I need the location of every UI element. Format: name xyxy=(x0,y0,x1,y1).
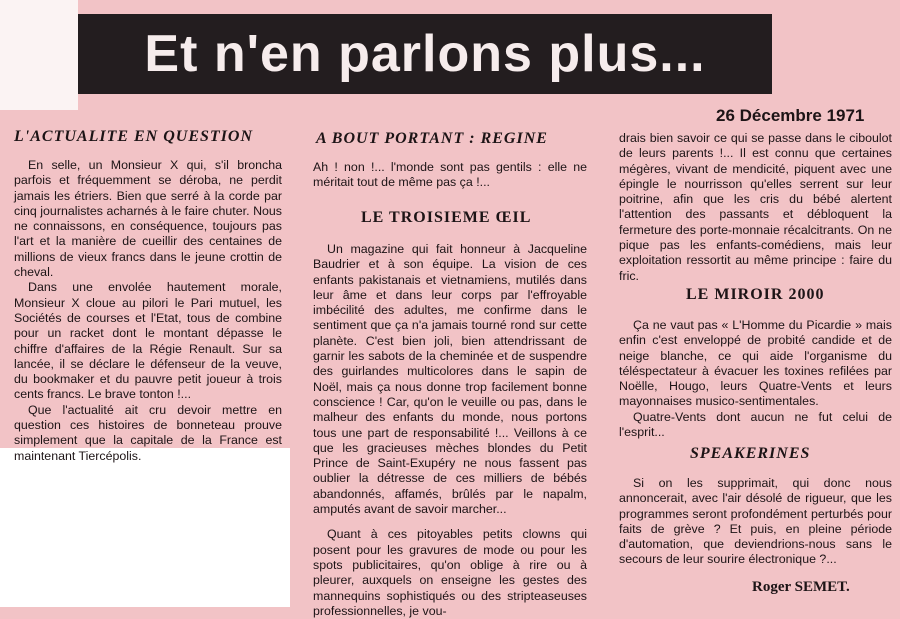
paragraph: Quant à ces pitoyables petits clowns qui posent pour les gravures de mode ou pour les spots publicitaires, qu'on oblige à rire ou à pleurer, auxquels on enseigne les gestes des mannequins sophistiqués ou des stripteaseuses professionnelles, je vou- xyxy=(313,527,587,618)
page-margin-bottom-left xyxy=(0,448,290,607)
column-3-continued xyxy=(619,131,892,284)
paragraph: drais bien savoir ce qui se passe dans le ciboulot de leurs parents !... Il est connu que certaines mégères, vivant de mendicité, piquent avec une épingle le nourrisson qu'elles serrent sur leur poitrine, afin que les cris du bébé alertent l'attention des passants et débloquent la fermeture des porte-monnaie récalcitrants. On ne pique pas les enfants-comédiens, mais leur exploitation ressortit au même principe : faire du fric. xyxy=(619,131,892,283)
page-margin-top-left xyxy=(0,0,78,110)
paragraph: Ah ! non !... l'monde sont pas gentils : elle ne méritait tout de même pas ça !... xyxy=(313,160,587,190)
paragraph: Ça ne vaut pas « L'Homme du Picardie » mais enfin c'est enveloppé de probité candide et de neige blanche, ce qui aide l'organisme du téléspectateur à évacuer les toxines refilées par Noëlle, Hougo, leurs Quatre-Vents et leurs mayonnaises musico-sentimentales. xyxy=(619,318,892,409)
section-heading-regine: A BOUT PORTANT : REGINE xyxy=(316,130,548,147)
author-signature: Roger SEMET. xyxy=(752,579,850,595)
bleed-through-shadow xyxy=(772,14,900,94)
section-heading-actualite: L'ACTUALITE EN QUESTION xyxy=(14,128,254,145)
paragraph: Si on les supprimait, qui donc nous annoncerait, avec l'air désolé de rigueur, que les programmes seront profondément perturbés pour faits de grève ? Et puis, en pleine période d'automation, que deviendrions-nous sans le secours de leur sourire électronique ?... xyxy=(619,476,892,567)
section-heading-troisieme-oeil: LE TROISIEME ŒIL xyxy=(361,209,532,226)
paragraph: Quatre-Vents dont aucun ne fut celui de l'esprit... xyxy=(619,409,892,440)
section-heading-speakerines: SPEAKERINES xyxy=(690,445,811,462)
paragraph: Un magazine qui fait honneur à Jacqueline Baudrier et à son équipe. La vision de ces enfants pakistanais et vietnamiens, mutilés dans leur âme et dans leur corps par l'effroyable imbécilité des adultes, me confirme dans le sentiment que ça n'a jamais tourné rond sur cette planète. C'est bien joli, bien attendrissant de garnir les sabots de la cheminée et de suspendre des guirlandes multicolores dans le sapin de Noël, mais ça nous donne trop facilement bonne conscience ! Car, qu'on le veuille ou pas, dans le malheur des enfants du monde, nous portons tous une part de responsabilité !... Veillons à ce que les gracieuses mèches blondes du Petit Prince de Saint-Exupéry ne nous fassent pas oublier la détresse de ces milliers de bébés abandonnés, affamés, brûlés par le napalm, amputés avant de savoir marcher... xyxy=(313,242,587,517)
column-1 xyxy=(14,158,282,464)
paragraph: En selle, un Monsieur X qui, s'il broncha parfois et fréquemment se déroba, ne perdit jamais les étriers. Bien que serré à la corde par cinq journalistes acharnés à le faire chuter. Nous ne connaissons, en conséquence, toujours pas l'art et la manière de cueillir des centaines de millions de vieux francs dans le jeune crottin de cheval. xyxy=(14,158,282,280)
paragraph: Dans une envolée hautement morale, Monsieur X cloue au pilori le Pari mutuel, les Sociétés de courses et l'Etat, tous de combine pour un racket dont le montant dépasse le chiffre d'affaires de la Régie Renault. Sur sa lancée, il se déclare le défenseur de la veuve, du bookmaker et du pauvre petit joueur à trois cents francs. Le brave tonton !... xyxy=(14,280,282,402)
section-heading-miroir: LE MIROIR 2000 xyxy=(686,286,825,303)
column-3-speakerines xyxy=(619,476,892,568)
column-2-body xyxy=(313,242,587,619)
paragraph: Que l'actualité ait cru devoir mettre en question ces histoires de bonneteau prouve simplement que la capitale de la France est maintenant Tiercépolis. xyxy=(14,402,282,463)
article-date: 26 Décembre 1971 xyxy=(716,106,865,125)
column-2-intro xyxy=(313,160,587,191)
title-banner xyxy=(78,14,772,94)
column-3-miroir xyxy=(619,318,892,440)
banner-title: Et n'en parlons plus... xyxy=(144,25,706,83)
